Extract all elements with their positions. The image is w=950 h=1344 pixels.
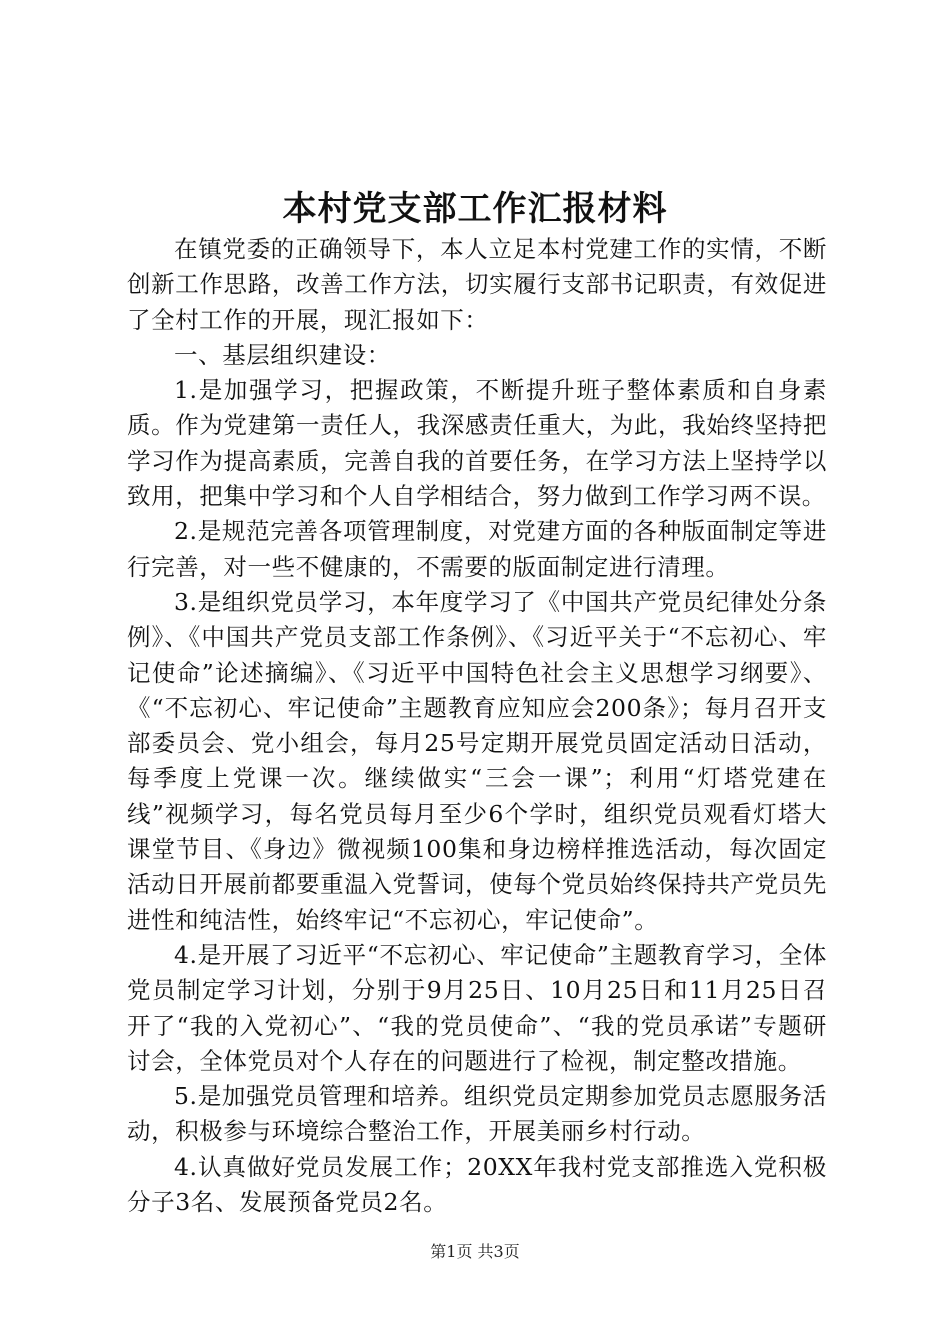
document-title: 本村党支部工作汇报材料 — [282, 189, 668, 229]
intro-paragraph: 在镇党委的正确领导下，本人立足本村党建工作的实情，不断创新工作思路，改善工作方法，切实履行支部书记职责，有效促进了全村工作的开展，现汇报如下： — [127, 235, 827, 334]
item-paragraph-1: 1.是加强学习，把握政策，不断提升班子整体素质和自身素质。作为党建第一责任人，我深感责任重大，为此，我始终坚持把学习作为提高素质，完善自我的首要任务，在学习方法上坚持学以致用，把集中学习和个人自学相结合，努力做到工作学习两不误。 — [127, 376, 827, 511]
item-paragraph-6: 4.认真做好党员发展工作；20XX年我村党支部推选入党积极分子3名、发展预备党员2名。 — [127, 1152, 827, 1217]
item-paragraph-4: 4.是开展了习近平“不忘初心、牢记使命”主题教育学习，全体党员制定学习计划，分别于9月25日、10月25日和11月25日召开了“我的入党初心”、“我的党员使命”、“我的党员承诺”专题研讨会，全体党员对个人存在的问题进行了检视，制定整改措施。 — [127, 940, 827, 1075]
item-paragraph-2: 2.是规范完善各项管理制度，对党建方面的各种版面制定等进行完善，对一些不健康的，不需要的版面制定进行清理。 — [127, 517, 827, 581]
item-paragraph-5: 5.是加强党员管理和培养。组织党员定期参加党员志愿服务活动，积极参与环境综合整治工作，开展美丽乡村行动。 — [127, 1082, 827, 1146]
section-heading: 一、基层组织建设： — [174, 340, 391, 369]
document-body — [127, 232, 827, 1220]
item-paragraph-3: 3.是组织党员学习，本年度学习了《中国共产党员纪律处分条例》、《中国共产党员支部工作条例》、《习近平关于“不忘初心、牢记使命”论述摘编》、《习近平中国特色社会主义思想学习纲要》、《“不忘初心、牢记使命”主题教育应知应会200条》；每月召开支部委员会、党小组会，每月25号定期开展党员固定活动日活动，每季度上党课一次。继续做实“三会一课”；利用“灯塔党建在线”视频学习，每名党员每月至少6个学时，组织党员观看灯塔大课堂节目、《身边》微视频100集和身边榜样推选活动，每次固定活动日开展前都要重温入党誓词，使每个党员始终保持共产党员先进性和纯洁性，始终牢记“不忘初心，牢记使命”。 — [127, 587, 827, 934]
page-footer: 第1页 共3页 — [430, 1242, 520, 1261]
